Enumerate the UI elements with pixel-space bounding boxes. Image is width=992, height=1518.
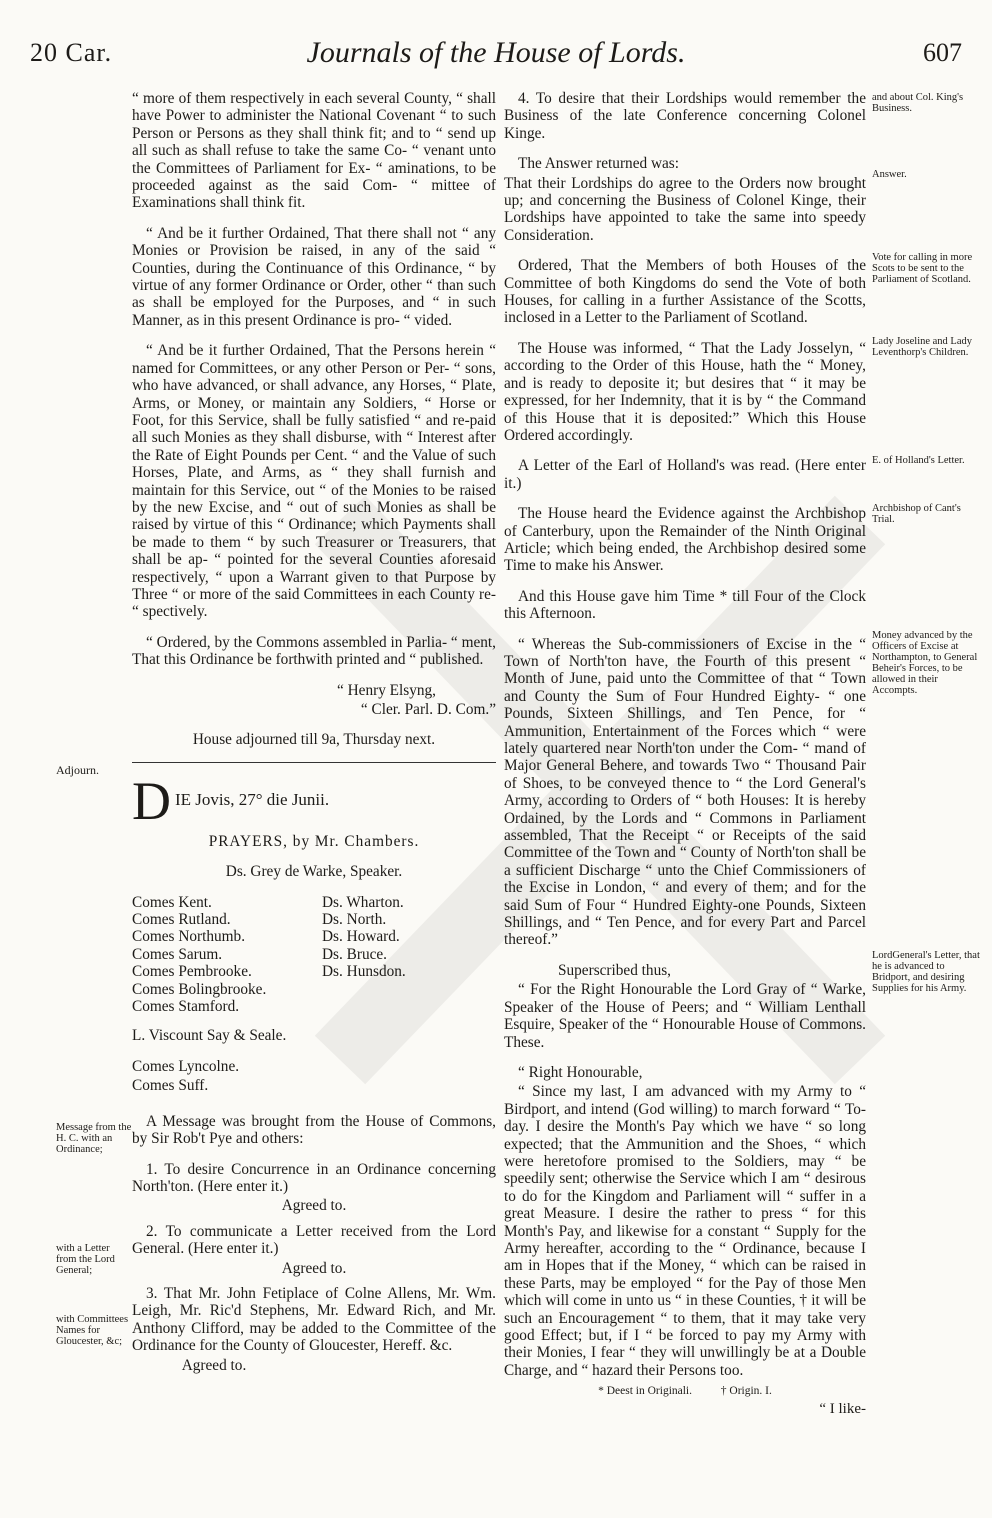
paragraph: 4. To desire that their Lordships would remember the Business of the late Conference concerning Colonel Kinge. xyxy=(504,90,866,142)
ordinance-text: “ Whereas the Sub-commissioners of Excise in the “ Town of North'ton have, the Fourth of this present “ Month of June, paid unto the Committee of that “ Town and County the Sum of Four Hundred Eighty- “ one Pounds, Sixteen Shillings, and Ten Pence, for “ Ammunition, Entertainment of the Forces which “ were lately quartered near North'ton under the Com- “ mand of Major General Behere, and towards Two “ Thousand Pair of Shoes, to be conveyed thence to “ the Lord General's Army, according to Orders of “ both Houses: It is hereby Ordained, by the Lords and “ Commons in Parliament assembled, That the Receipt “ or Receipts of the said Committee of the Town and “ County of North'ton shall be a sufficient Discharge “ unto the Chief Commissioners of the Excise in London, “ and every of them; and for the said Sum of Four “ Hundred Eighty-one Pounds, Sixteen Shillings, and “ Ten Pence, and for every Part and Parcel thereof.” xyxy=(504,635,866,949)
lords-present xyxy=(132,894,496,1016)
margin-note-money: Money advanced by the Officers of Excise at Northampton, to General Beheir's Forces, to be allowed in their Accompts. xyxy=(872,630,978,696)
margin-note-kinge: and about Col. King's Business. xyxy=(872,92,964,114)
margin-note-lordgen: LordGeneral's Letter, that he is advanced to Bridport, and desiring Supplies for his Army. xyxy=(872,950,980,994)
running-head-left: 20 Car. xyxy=(30,38,113,67)
agreed: Agreed to. xyxy=(281,1197,347,1215)
prayers: PRAYERS, by Mr. Chambers. xyxy=(208,832,420,850)
signature-title: “ Cler. Parl. D. Com.” xyxy=(360,701,496,718)
lord-name: Ds. North. xyxy=(322,911,387,929)
paragraph: Superscribed thus, xyxy=(558,961,672,979)
agreed: Agreed to. xyxy=(281,1259,347,1277)
title-word: of xyxy=(578,36,602,69)
viscount: L. Viscount Say & Seale. xyxy=(132,1027,287,1045)
lord-name: Ds. Hunsdon. xyxy=(322,963,406,981)
message-intro: A Message was brought from the House of Commons, by Sir Rob't Pye and others: xyxy=(132,1112,496,1148)
paragraph: “ And be it further Ordained, That there shall not “ any Monies or Provision be raised, in any of the said “ Counties, during the Continuance of this Ordinance, “ by virtue of any former Ordinance or Order, other “ than such as shall be employed for the Purposes, and “ in such Manner, as in this present Ordinance is pro- “ vided. xyxy=(132,224,496,329)
lord-name: Comes Northumb. xyxy=(132,928,246,946)
lords-right-list xyxy=(322,894,492,1016)
title-word: Lords. xyxy=(609,36,686,69)
agreed: Agreed to. xyxy=(181,1356,247,1374)
footnotes xyxy=(504,1383,866,1400)
margin-note-joseline: Lady Joseline and Lady Leventhorp's Children. xyxy=(872,336,973,358)
margin-note-adjourn: Adjourn. xyxy=(56,763,99,777)
margin-note-answer: Answer. xyxy=(872,169,907,180)
paragraph: The House was informed, “ That the Lady Josselyn, “ according to the Order of this House, hath the “ Money, and is ready to deposite it; but desires that “ it may be expressed, for her Indemnity, that it is by “ the Command of this House that it is deposited:” Which this House Ordered accordingly. xyxy=(504,339,866,444)
paragraph: “ Ordered, by the Commons assembled in Parlia- “ ment, That this Ordinance be forthwith printed and “ published. xyxy=(132,633,496,669)
title-word: of the xyxy=(419,36,487,69)
footnote: * Deest in Originali. xyxy=(598,1385,693,1398)
margin-note-vote: Vote for calling in more Scots to be sent to the Parliament of Scotland. xyxy=(872,252,973,285)
margin-note-message: Message from the H. C. with an Ordinance; xyxy=(56,1122,132,1155)
paragraph: “ more of them respectively in each several County, “ shall have Power to administer the National Covenant “ to such Person or Persons as they shall think fit; and to “ send up all such as shall refuse to take the same Co- “ venant unto the Committees of Parliament for Ex- “ aminations, to be proceeded against as the said Com- “ mittee of Examinations shall think fit. xyxy=(132,90,496,212)
paragraph: The Answer returned was: xyxy=(518,155,679,173)
paragraph: A Letter of the Earl of Holland's was read. (Here enter it.) xyxy=(504,457,866,492)
title-word: Journals xyxy=(306,36,412,69)
drop-cap: D xyxy=(132,776,171,823)
signature-name: “ Henry Elsyng, xyxy=(337,681,436,699)
lord-name: Comes Rutland. xyxy=(132,911,231,929)
title-word: House xyxy=(494,36,571,69)
lord-name: Ds. Wharton. xyxy=(322,893,404,911)
paragraph: That their Lordships do agree to the Orders now brought up; and concerning the Business of Colonel Kinge, their Lordships have appointed to take the same into speedy Consideration. xyxy=(504,174,866,244)
lord-name: Ds. Howard. xyxy=(322,928,400,946)
footnote: † Origin. I. xyxy=(720,1385,772,1398)
margin-note-names: with Committees Names for Gloucester, &c; xyxy=(56,1314,129,1347)
lord-name: Comes Sarum. xyxy=(132,945,223,963)
message-item: 1. To desire Concurrence in an Ordinance concerning North'ton. (Here enter it.) xyxy=(132,1160,496,1195)
paragraph: Ordered, That the Members of both Houses of the Committee of both Kingdoms do send the Vote of both Houses, for calling in a further Assistance of the Scotts, inclosed in a Letter to the Parliament of Scotland. xyxy=(504,257,866,327)
margin-note-holland: E. of Holland's Letter. xyxy=(872,455,965,466)
lord-name: Comes Bolingbrooke. xyxy=(132,980,267,998)
catchword: “ I like- xyxy=(819,1400,866,1417)
letter-salutation: “ Right Honourable, xyxy=(518,1063,643,1081)
page-header xyxy=(0,0,992,72)
paragraph: “ And be it further Ordained, That the Persons herein “ named for Committees, or any other Person or Per- “ sons, who have advanced, or shall advance, any Horses, “ Plate, Arms, or Money, or maintain any Soldiers, “ Horse or Foot, for this Service, shall be fully satisfied “ and re-paid all such Monies as they shall disburse, with “ Interest after the Rate of Eight Pounds per Cent. “ and the Value of such Horses, Plate, and Arms, as “ they shall furnish and maintain for this Service, out “ of the Monies to be raised by the new Excise, and “ out of such Monies as shall be raised by virtue of this “ Ordinance; which Payments shall be made to them “ by such Treasurer or Treasurers, that shall be ap- “ pointed for the several Counties aforesaid respectively, “ upon a Warrant given to that Purpose by Three “ or more of the said Committees in each County re- “ spectively. xyxy=(132,342,496,621)
margin-note-letter: with a Letter from the Lord General; xyxy=(56,1243,115,1276)
lord-name: Comes Stamford. xyxy=(132,998,240,1016)
margin-note-archb: Archbishop of Cant's Trial. xyxy=(872,503,961,525)
paragraph: And this House gave him Time * till Four of the Clock this Afternoon. xyxy=(504,587,866,623)
message-item: 2. To communicate a Letter received from the Lord General. (Here enter it.) xyxy=(132,1222,496,1258)
message-item: 3. That Mr. John Fetiplace of Colne Allens, Mr. Wm. Leigh, Mr. Ric'd Stephens, Mr. Edward Rich, and Mr. Anthony Clifford, may be added to the Committee of the Ordinance for the County of Gloucester, Hereff. &c. xyxy=(132,1284,496,1355)
lord-name: Comes Pembrooke. xyxy=(132,963,252,981)
lords-left-list xyxy=(132,894,302,1016)
lord-name: Comes Lyncolne. xyxy=(132,1057,240,1075)
lord-name: Comes Suff. xyxy=(132,1077,209,1095)
lord-name: Comes Kent. xyxy=(132,893,212,911)
speaker: Ds. Grey de Warke, Speaker. xyxy=(225,863,403,881)
letter-body: “ Since my last, I am advanced with my Army to “ Birdport, and intend (God willing) to march forward “ To-day. I desire the Month's Pay which we have “ so long expected; that the Ammunition and the Shoes, “ which were heretofore promised to the Soldiers, may “ be speedily sent; otherwise the Service which I am “ desirous to do for the Kingdom and Parliament will “ suffer in a great Measure. I desire the rather to press “ for this Month's Pay, and likewise for a constant “ Supply for the Army hereafter, according to the “ Ordinance, because I am in Hopes that if the Money, “ which can be raised in these Parts, may be employed “ for the Pay of those Men which will come in unto us “ in these Counties, † it will be such an Encouragement “ to them, that it may take very good Effect; but, if I “ be forced to pay my Army with their Monies, I fear “ they will unwillingly be at a Double Charge, and “ hazard their Persons too. xyxy=(504,1083,866,1379)
page-number: 607 xyxy=(923,38,962,67)
lord-name: Ds. Bruce. xyxy=(322,945,387,963)
left-column xyxy=(132,90,496,1387)
day-heading xyxy=(132,777,496,823)
adjournment: House adjourned till 9a, Thursday next. xyxy=(192,731,436,749)
day-text: IE Jovis, 27° die Junii. xyxy=(175,789,330,809)
paragraph: The House heard the Evidence against the Archbishop of Canterbury, upon the Remainder of the Ninth Original Article; which being ended, the Archbishop desired some Time to make his Answer. xyxy=(504,505,866,575)
journal-title xyxy=(0,36,992,70)
right-column xyxy=(504,90,866,1418)
letter-address: “ For the Right Honourable the Lord Gray of “ Warke, Speaker of the House of Peers; and “ William Lenthall Esquire, Speaker of the “ Honourable House of Commons. These. xyxy=(504,981,866,1051)
section-divider xyxy=(132,762,496,763)
